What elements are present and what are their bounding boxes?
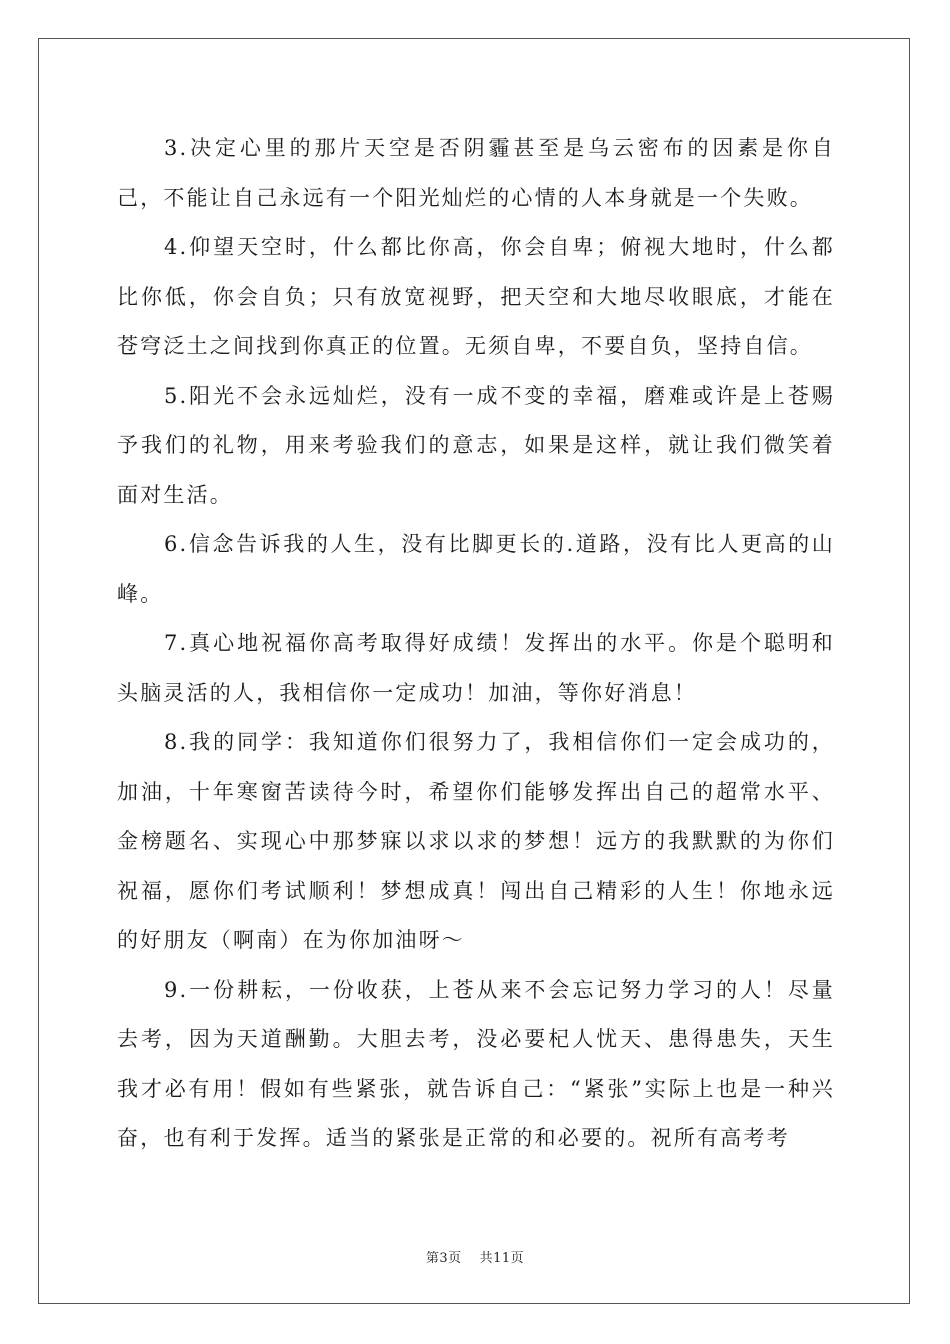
- paragraph-5: 5.阳光不会永远灿烂，没有一成不变的幸福，磨难或许是上苍赐予我们的礼物，用来考验我们的意志，如果是这样，就让我们微笑着面对生活。: [117, 383, 835, 507]
- document-body: [117, 124, 835, 1164]
- paragraph-4: 4.仰望天空时，什么都比你高，你会自卑；俯视大地时，什么都比你低，你会自负；只有放宽视野，把天空和大地尽收眼底，才能在苍穹泛土之间找到你真正的位置。无须自卑，不要自负，坚持自信。: [117, 235, 835, 358]
- paragraph-6: 6.信念告诉我的人生，没有比脚更长的.道路，没有比人更高的山峰。: [117, 532, 835, 606]
- page-total: 共11页: [479, 1251, 525, 1266]
- page-number: 第3页: [425, 1251, 462, 1266]
- paragraph-8: 8.我的同学：我知道你们很努力了，我相信你们一定会成功的，加油，十年寒窗苦读待今时，希望你们能够发挥出自己的超常水平、金榜题名、实现心中那梦寐以求以求的梦想！远方的我默默的为你们祝福，愿你们考试顺利！梦想成真！闯出自己精彩的人生！你地永远的好朋友（啊南）在为你加油呀～: [117, 730, 835, 952]
- paragraph-3: 3.决定心里的那片天空是否阴霾甚至是乌云密布的因素是你自己，不能让自己永远有一个阳光灿烂的心情的人本身就是一个失败。: [117, 136, 835, 210]
- paragraph-9: 9.一份耕耘，一份收获，上苍从来不会忘记努力学习的人！尽量去考，因为天道酬勤。大胆去考，没必要杞人忧天、患得患失，天生我才必有用！假如有些紧张，就告诉自己：“紧张”实际上也是一种兴奋，也有利于发挥。适当的紧张是正常的和必要的。祝所有高考考: [117, 977, 835, 1150]
- paragraph-7: 7.真心地祝福你高考取得好成绩！发挥出的水平。你是个聪明和头脑灵活的人，我相信你一定成功！加油，等你好消息！: [117, 631, 835, 705]
- page-footer: [0, 1247, 950, 1266]
